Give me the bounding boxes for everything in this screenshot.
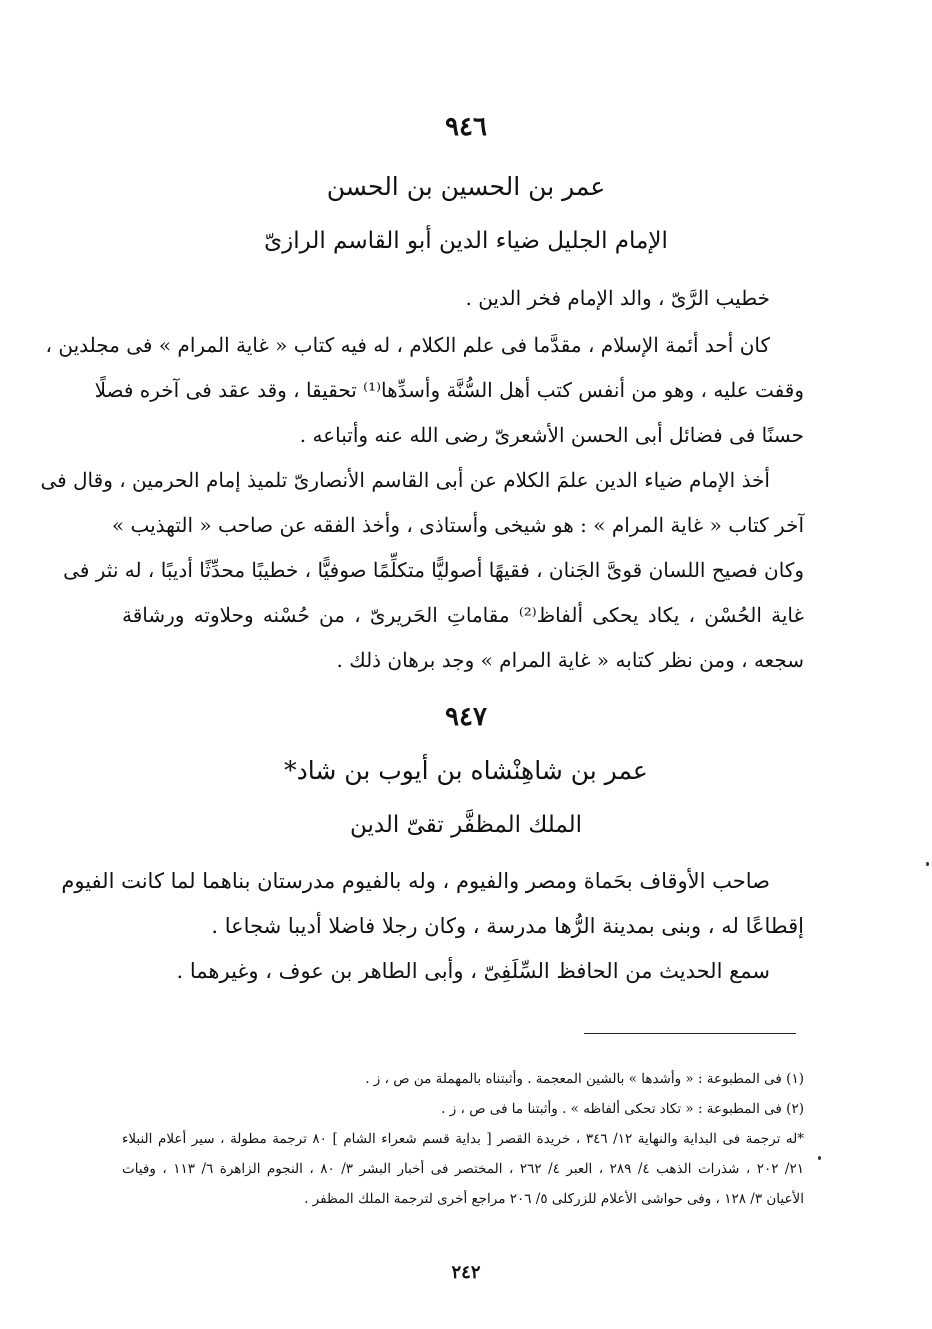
footnote-separator [584, 1033, 796, 1034]
paragraph-line: غاية الحُسْن ، يكاد يحكى ألفاظ⁽²⁾ مقاماتِ الحَريرىّ ، من حُسْنه وحلاوته ورشاقة [122, 603, 804, 627]
entry-number-946: ٩٤٦ [445, 112, 487, 142]
paragraph-line: حسنًا فى فضائل أبى الحسن الأشعرىّ رضى الله عنه وأتباعه . [299, 423, 804, 447]
paragraph-line: سجعه ، ومن نظر كتابه « غاية المرام » وجد برهان ذلك . [336, 648, 804, 672]
scan-speck [926, 862, 929, 866]
entry-name-946: عمر بن الحسين بن الحسن [326, 172, 606, 201]
footnote-1: (١) فى المطبوعة : « وأشدها » بالشين المعجمة . وأثبتناه بالمهملة من ص ، ز . [365, 1071, 804, 1087]
page-number: ٢٤٢ [451, 1262, 481, 1283]
footnote-star-line: الأعيان ٣/ ١٢٨ ، وفى حواشى الأعلام للزركلى ٥/ ٢٠٦ مراجع أخرى لترجمة الملك المظفر . [304, 1191, 804, 1207]
paragraph-line: وكان فصيح اللسان قوىَّ الجَنان ، فقيهًا أصوليًّا متكلِّمًا صوفيًّا ، خطيبًا محدِّثًا أديبًا ، له نثر فى [63, 558, 804, 582]
paragraph-line: صاحب الأوقاف بحَماة ومصر والفيوم ، وله بالفيوم مدرستان بناهما لما كانت الفيوم [61, 869, 770, 893]
paragraph-line: سمع الحديث من الحافظ السِّلَفِىّ ، وأبى الطاهر بن عوف ، وغيرهما . [176, 959, 770, 983]
entry-title-946: الإمام الجليل ضياء الدين أبو القاسم الرازىّ [264, 228, 668, 254]
scan-speck [818, 1156, 821, 1160]
paragraph-line: خطيب الرَّىّ ، والد الإمام فخر الدين . [465, 286, 770, 310]
footnote-2: (٢) فى المطبوعة : « تكاد تحكى ألفاظه » . وأثبتنا ما فى ص ، ز . [441, 1101, 804, 1117]
paragraph-line: وقفت عليه ، وهو من أنفس كتب أهل السُّنَّة وأسدِّها⁽¹⁾ تحقيقا ، وقد عقد فى آخره فصلًا [94, 378, 804, 402]
paragraph-line: إقطاعًا له ، وبنى بمدينة الرُّها مدرسة ، وكان رجلا فاضلا أديبا شجاعا . [211, 914, 804, 938]
entry-name-947: عمر بن شاهِنْشاه بن أيوب بن شاد* [284, 756, 648, 785]
paragraph-line: أخذ الإمام ضياء الدين علمَ الكلام عن أبى القاسم الأنصارىّ تلميذ إمام الحرمين ، وقال فى [40, 468, 770, 492]
entry-number-947: ٩٤٧ [445, 702, 487, 732]
entry-title-947: الملك المظفَّر تقىّ الدين [349, 812, 583, 838]
paragraph-line: آخر كتاب « غاية المرام » : هو شيخى وأستاذى ، وأخذ الفقه عن صاحب « التهذيب » [111, 513, 804, 537]
footnote-star-line: ٢١/ ٢٠٢ ، شذرات الذهب ٤/ ٢٨٩ ، العبر ٤/ ٢٦٢ ، المختصر فى أخبار البشر ٣/ ٨٠ ، النجوم الزاهرة ٦/ ١١٣ ، وفيات [122, 1161, 804, 1177]
paragraph-line: كان أحد أئمة الإسلام ، مقدَّما فى علم الكلام ، له فيه كتاب « غاية المرام » فى مجلدين ، [45, 333, 770, 357]
footnote-star-line: *له ترجمة فى البداية والنهاية ١٢/ ٣٤٦ ، خريدة القصر [ بداية قسم شعراء الشام ] ٨٠ ترجمة مطولة ، سير أعلام النبلاء [122, 1131, 804, 1147]
